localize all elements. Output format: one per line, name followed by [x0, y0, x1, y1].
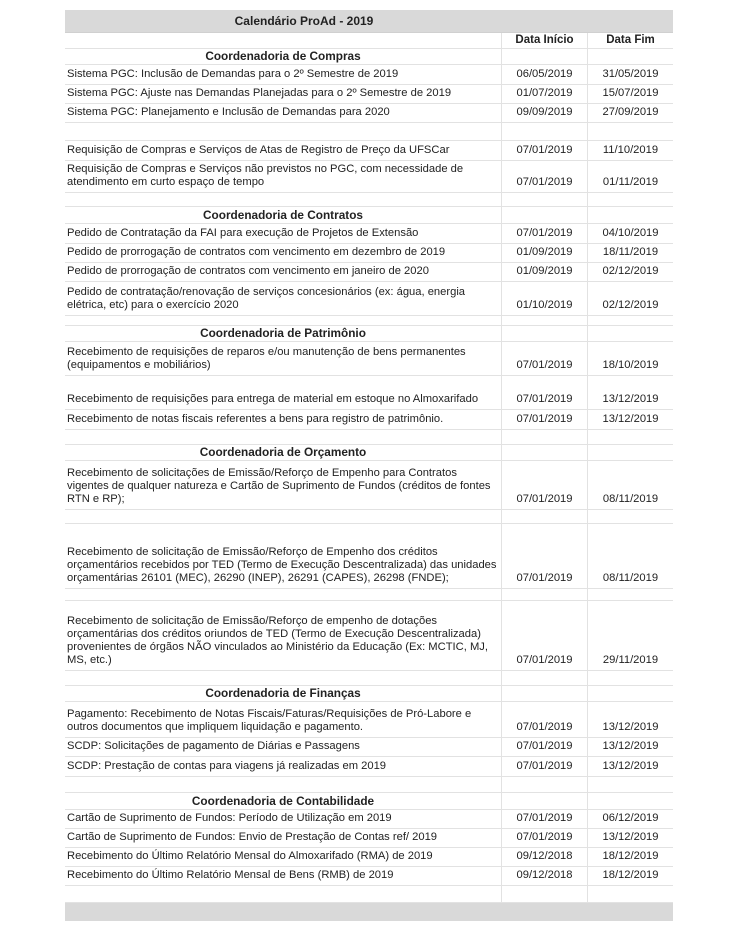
calendar-table	[65, 10, 673, 921]
table-row	[65, 161, 673, 193]
start-date: 07/01/2019	[502, 410, 588, 429]
end-date: 13/12/2019	[602, 393, 659, 405]
activity-description: Pedido de prorrogação de contratos com vencimento em janeiro de 2020	[65, 263, 502, 281]
end-date: 27/09/2019	[602, 106, 659, 118]
column-header-end-date: Data Fim	[606, 34, 655, 46]
activity-description: Recebimento de solicitação de Emissão/Reforço de empenho de dotações orçamentárias dos créditos oriundos de TED (Termo de Execução Descentralizada) provenientes de órgãos NÃO vinculados ao Ministério da Educação (Ex: MCTIC, MJ, MS, etc.)	[65, 601, 502, 670]
activity-description: Sistema PGC: Inclusão de Demandas para o 2º Semestre de 2019	[65, 65, 502, 84]
start-date: 07/01/2019	[502, 702, 588, 737]
section-header-compras	[65, 49, 673, 65]
end-date: 18/12/2019	[602, 869, 659, 881]
section-header-patrimonio	[65, 326, 673, 342]
table-row	[65, 104, 673, 123]
table-row	[65, 702, 673, 738]
activity-description: Pedido de contratação/renovação de serviços concesionários (ex: água, energia elétrica, etc) para o exercício 2020	[65, 282, 502, 315]
start-date: 01/07/2019	[502, 85, 588, 103]
end-date: 13/12/2019	[602, 721, 659, 733]
table-row	[65, 376, 673, 410]
table-row	[65, 601, 673, 671]
column-header-start-date: Data Início	[502, 33, 588, 48]
table-row	[65, 65, 673, 85]
end-date: 11/10/2019	[602, 144, 659, 156]
activity-description: Pedido de Contratação da FAI para execução de Projetos de Extensão	[65, 224, 502, 243]
table-row	[65, 224, 673, 244]
end-date: 13/12/2019	[602, 413, 659, 425]
start-date: 07/01/2019	[502, 224, 588, 243]
table-row	[65, 524, 673, 589]
end-date: 13/12/2019	[602, 831, 659, 843]
activity-description: Recebimento de notas fiscais referentes a bens para registro de patrimônio.	[65, 410, 502, 429]
table-row	[65, 757, 673, 777]
end-date: 02/12/2019	[602, 299, 659, 311]
start-date: 07/01/2019	[502, 342, 588, 375]
start-date: 07/01/2019	[502, 524, 588, 588]
section-header-contratos	[65, 207, 673, 224]
section-header-financas	[65, 686, 673, 702]
table-row	[65, 85, 673, 104]
end-date: 29/11/2019	[602, 654, 659, 666]
column-header-row	[65, 33, 673, 49]
end-date: 02/12/2019	[602, 265, 659, 277]
start-date: 07/01/2019	[502, 141, 588, 160]
end-date: 18/10/2019	[602, 359, 659, 371]
activity-description: Sistema PGC: Ajuste nas Demandas Planejadas para o 2º Semestre de 2019	[65, 85, 502, 103]
activity-description: Pagamento: Recebimento de Notas Fiscais/Faturas/Requisições de Pró-Labore e outros documentos que impliquem liquidação e pagamento.	[65, 702, 502, 737]
table-row	[65, 244, 673, 263]
section-title: Coordenadoria de Patrimônio	[65, 326, 502, 341]
blank-row	[65, 589, 673, 601]
section-title: Coordenadoria de Contratos	[65, 207, 502, 223]
end-date: 04/10/2019	[602, 227, 659, 239]
start-date: 07/01/2019	[502, 461, 588, 509]
blank-row	[65, 123, 673, 141]
table-row	[65, 461, 673, 510]
start-date: 09/12/2018	[502, 848, 588, 866]
activity-description: Sistema PGC: Planejamento e Inclusão de Demandas para 2020	[65, 104, 502, 122]
section-title: Coordenadoria de Orçamento	[65, 445, 502, 460]
table-row	[65, 848, 673, 867]
activity-description: Requisição de Compras e Serviços de Atas de Registro de Preço da UFSCar	[65, 141, 502, 160]
end-date: 13/12/2019	[602, 740, 659, 752]
blank-row	[65, 316, 673, 326]
footer-band	[65, 903, 673, 921]
table-row	[65, 263, 673, 282]
blank-row	[65, 671, 673, 686]
section-title: Coordenadoria de Finanças	[65, 686, 502, 701]
table-row	[65, 342, 673, 376]
section-header-orcamento	[65, 445, 673, 461]
activity-description: Recebimento do Último Relatório Mensal de Bens (RMB) de 2019	[65, 867, 502, 885]
end-date: 18/12/2019	[602, 850, 659, 862]
activity-description: Recebimento de requisições para entrega de material em estoque no Almoxarifado	[65, 376, 502, 409]
end-date: 13/12/2019	[602, 760, 659, 772]
table-row	[65, 282, 673, 316]
table-row	[65, 810, 673, 829]
end-date: 18/11/2019	[602, 246, 659, 258]
start-date: 07/01/2019	[502, 161, 588, 192]
end-date: 06/12/2019	[602, 812, 659, 824]
start-date: 07/01/2019	[502, 757, 588, 776]
start-date: 09/09/2019	[502, 104, 588, 122]
end-date: 08/11/2019	[602, 493, 659, 505]
blank-row	[65, 510, 673, 524]
table-row	[65, 141, 673, 161]
section-title: Coordenadoria de Contabilidade	[65, 793, 502, 809]
end-date: 01/11/2019	[602, 176, 659, 188]
activity-description: Pedido de prorrogação de contratos com vencimento em dezembro de 2019	[65, 244, 502, 262]
blank-row	[65, 430, 673, 445]
blank-row	[65, 193, 673, 207]
title-row	[65, 10, 673, 33]
start-date: 07/01/2019	[502, 376, 588, 409]
section-header-contabilidade	[65, 793, 673, 810]
activity-description: SCDP: Solicitações de pagamento de Diárias e Passagens	[65, 738, 502, 756]
activity-description: Cartão de Suprimento de Fundos: Envio de Prestação de Contas ref/ 2019	[65, 829, 502, 847]
activity-description: Recebimento de solicitações de Emissão/Reforço de Empenho para Contratos vigentes de qualquer natureza e Cartão de Suprimento de Fundos (créditos de fontes RTN e RP);	[65, 461, 502, 509]
activity-description: Cartão de Suprimento de Fundos: Período de Utilização em 2019	[65, 810, 502, 828]
table-row	[65, 410, 673, 430]
activity-description: SCDP: Prestação de contas para viagens já realizadas em 2019	[65, 757, 502, 776]
blank-row	[65, 777, 673, 793]
table-row	[65, 867, 673, 886]
activity-description: Requisição de Compras e Serviços não previstos no PGC, com necessidade de atendimento em curto espaço de tempo	[65, 161, 502, 192]
activity-description: Recebimento de requisições de reparos e/ou manutenção de bens permanentes (equipamentos e mobiliários)	[65, 342, 502, 375]
start-date: 01/10/2019	[502, 282, 588, 315]
start-date: 07/01/2019	[502, 829, 588, 847]
start-date: 07/01/2019	[502, 738, 588, 756]
end-date: 08/11/2019	[602, 572, 659, 584]
blank-row	[65, 886, 673, 903]
section-title: Coordenadoria de Compras	[65, 49, 502, 64]
start-date: 01/09/2019	[502, 244, 588, 262]
table-row	[65, 738, 673, 757]
start-date: 09/12/2018	[502, 867, 588, 885]
table-title: Calendário ProAd - 2019	[234, 13, 374, 28]
activity-description: Recebimento do Último Relatório Mensal do Almoxarifado (RMA) de 2019	[65, 848, 502, 866]
end-date: 31/05/2019	[602, 68, 659, 80]
end-date: 15/07/2019	[602, 87, 659, 99]
column-header-description	[65, 33, 502, 48]
table-row	[65, 829, 673, 848]
start-date: 07/01/2019	[502, 601, 588, 670]
start-date: 07/01/2019	[502, 810, 588, 828]
activity-description: Recebimento de solicitação de Emissão/Reforço de Empenho dos créditos orçamentários recebidos por TED (Termo de Execução Descentralizada) das unidades orçamentárias 26101 (MEC), 26290 (INEP), 26291 (CAPES), 26298 (FNDE);	[65, 524, 502, 588]
start-date: 06/05/2019	[502, 65, 588, 84]
start-date: 01/09/2019	[502, 263, 588, 281]
